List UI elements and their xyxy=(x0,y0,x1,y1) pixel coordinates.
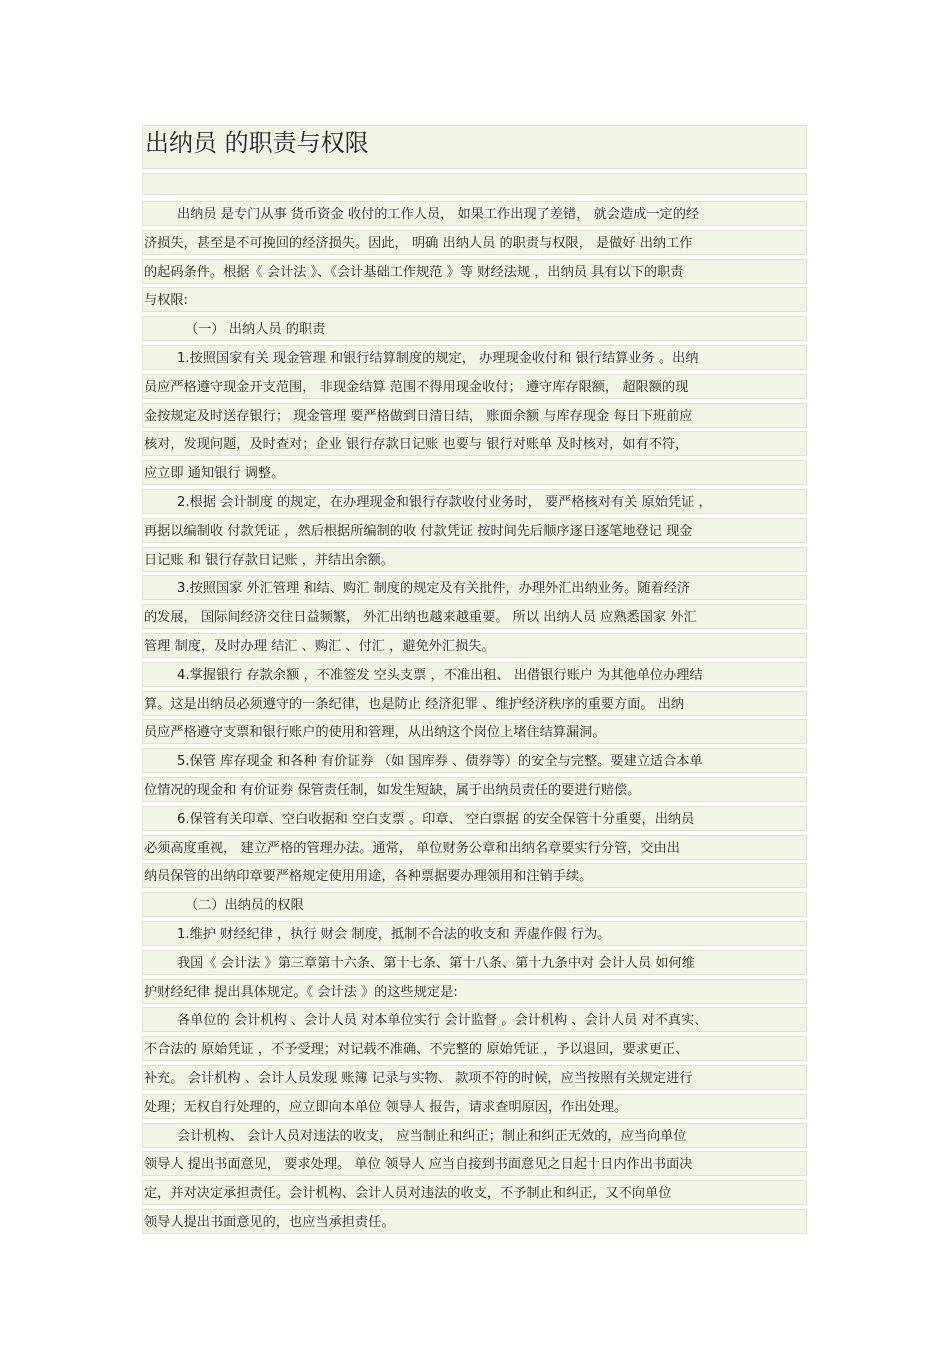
text-line: 核对，发现问题，及时查对；企业 银行存款日记账 也要与 银行对账单 及时核对，如有不符， xyxy=(142,431,807,456)
text-line: 1.按照国家有关 现金管理 和银行结算制度的规定， 办理现金收付和 银行结算业务 。出纳 xyxy=(142,345,807,370)
text-line: 的发展， 国际间经济交往日益频繁， 外汇出纳也越来越重要。 所以 出纳人员 应熟悉国家 外汇 xyxy=(142,604,807,629)
text-line: （二）出纳员的权限 xyxy=(142,892,807,917)
text-line: 管理 制度，及时办理 结汇 、购汇 、付汇 ，避免外汇损失。 xyxy=(142,633,807,658)
text-line: 日记账 和 银行存款日记账 ，并结出余额。 xyxy=(142,547,807,572)
text-line: 领导人 提出书面意见， 要求处理。 单位 领导人 应当自接到书面意见之日起十日内作出书面决 xyxy=(142,1151,807,1176)
text-line: 与权限: xyxy=(142,287,807,312)
text-line: （一） 出纳人员 的职责 xyxy=(142,316,807,341)
blank-row xyxy=(142,173,807,195)
text-line: 算。这是出纳员必须遵守的一条纪律，也是防止 经济犯罪 、维护经济秩序的重要方面。 出纳 xyxy=(142,691,807,716)
text-line: 不合法的 原始凭证 ，不予受理；对记载不准确、不完整的 原始凭证 ，予以退回，要求更正、 xyxy=(142,1036,807,1061)
text-line: 的起码条件。根据《 会计法 》、《会计基础工作规范 》等 财经法规 ，出纳员 具有以下的职责 xyxy=(142,259,807,284)
text-line: 6.保管有关印章、空白收据和 空白支票 。印章、 空白票据 的安全保管十分重要，出纳员 xyxy=(142,806,807,831)
text-line: 2.根据 会计制度 的规定，在办理现金和银行存款收付业务时， 要严格核对有关 原始凭证 ， xyxy=(142,489,807,514)
text-line: 定，并对决定承担责任。会计机构、会计人员对违法的收支，不予制止和纠正，又不向单位 xyxy=(142,1180,807,1205)
text-line: 会计机构、 会计人员对违法的收支， 应当制止和纠正；制止和纠正无效的，应当向单位 xyxy=(142,1123,807,1148)
text-line: 必须高度重视， 建立严格的管理办法。通常， 单位财务公章和出纳名章要实行分管，交由出 xyxy=(142,835,807,860)
text-line: 再据以编制收 付款凭证 ，然后根据所编制的收 付款凭证 按时间先后顺序逐日逐笔地登记 现金 xyxy=(142,518,807,543)
document-body xyxy=(142,125,807,1238)
text-line: 领导人提出书面意见的，也应当承担责任。 xyxy=(142,1209,807,1234)
title-row xyxy=(142,125,807,169)
page-title: 出纳员 的职责与权限 xyxy=(145,129,369,157)
text-line: 纳员保管的出纳印章要严格规定使用用途，各种票据要办理领用和注销手续。 xyxy=(142,863,807,888)
text-line: 员应严格遵守支票和银行账户的使用和管理，从出纳这个岗位上堵住结算漏洞。 xyxy=(142,719,807,744)
text-line: 各单位的 会计机构 、会计人员 对本单位实行 会计监督 。会计机构 、会计人员 对不真实、 xyxy=(142,1007,807,1032)
text-line: 补充。 会计机构 、会计人员发现 账簿 记录与实物、 款项不符的时候，应当按照有关规定进行 xyxy=(142,1065,807,1090)
text-line: 护财经纪律 提出具体规定。《 会计法 》的这些规定是: xyxy=(142,979,807,1004)
text-lines xyxy=(142,201,807,1234)
text-line: 员应严格遵守现金开支范围， 非现金结算 范围不得用现金收付； 遵守库存限额， 超限额的现 xyxy=(142,374,807,399)
text-line: 金按规定及时送存银行； 现金管理 要严格做到日清日结， 账面余额 与库存现金 每日下班前应 xyxy=(142,403,807,428)
text-line: 1.维护 财经纪律 ，执行 财会 制度，抵制不合法的收支和 弄虚作假 行为。 xyxy=(142,921,807,946)
text-line: 3.按照国家 外汇管理 和结、购汇 制度的规定及有关批件，办理外汇出纳业务。随着经济 xyxy=(142,575,807,600)
text-line: 位情况的现金和 有价证券 保管责任制，如发生短缺，属于出纳员责任的要进行赔偿。 xyxy=(142,777,807,802)
text-line: 应立即 通知银行 调整。 xyxy=(142,460,807,485)
text-line: 出纳员 是专门从事 货币资金 收付的工作人员， 如果工作出现了差错， 就会造成一定的经 xyxy=(142,201,807,226)
text-line: 我国《 会计法 》第三章第十六条、第十七条、第十八条、第十九条中对 会计人员 如何维 xyxy=(142,950,807,975)
text-line: 处理；无权自行处理的，应立即向本单位 领导人 报告，请求查明原因，作出处理。 xyxy=(142,1094,807,1119)
text-line: 5.保管 库存现金 和各种 有价证券 （如 国库券 、债券等）的安全与完整。要建立适合本单 xyxy=(142,748,807,773)
text-line: 济损失，甚至是不可挽回的经济损失。因此， 明确 出纳人员 的职责与权限， 是做好 出纳工作 xyxy=(142,230,807,255)
text-line: 4.掌握银行 存款余额 ，不准签发 空头支票 ，不准出租、 出借银行账户 为其他单位办理结 xyxy=(142,662,807,687)
